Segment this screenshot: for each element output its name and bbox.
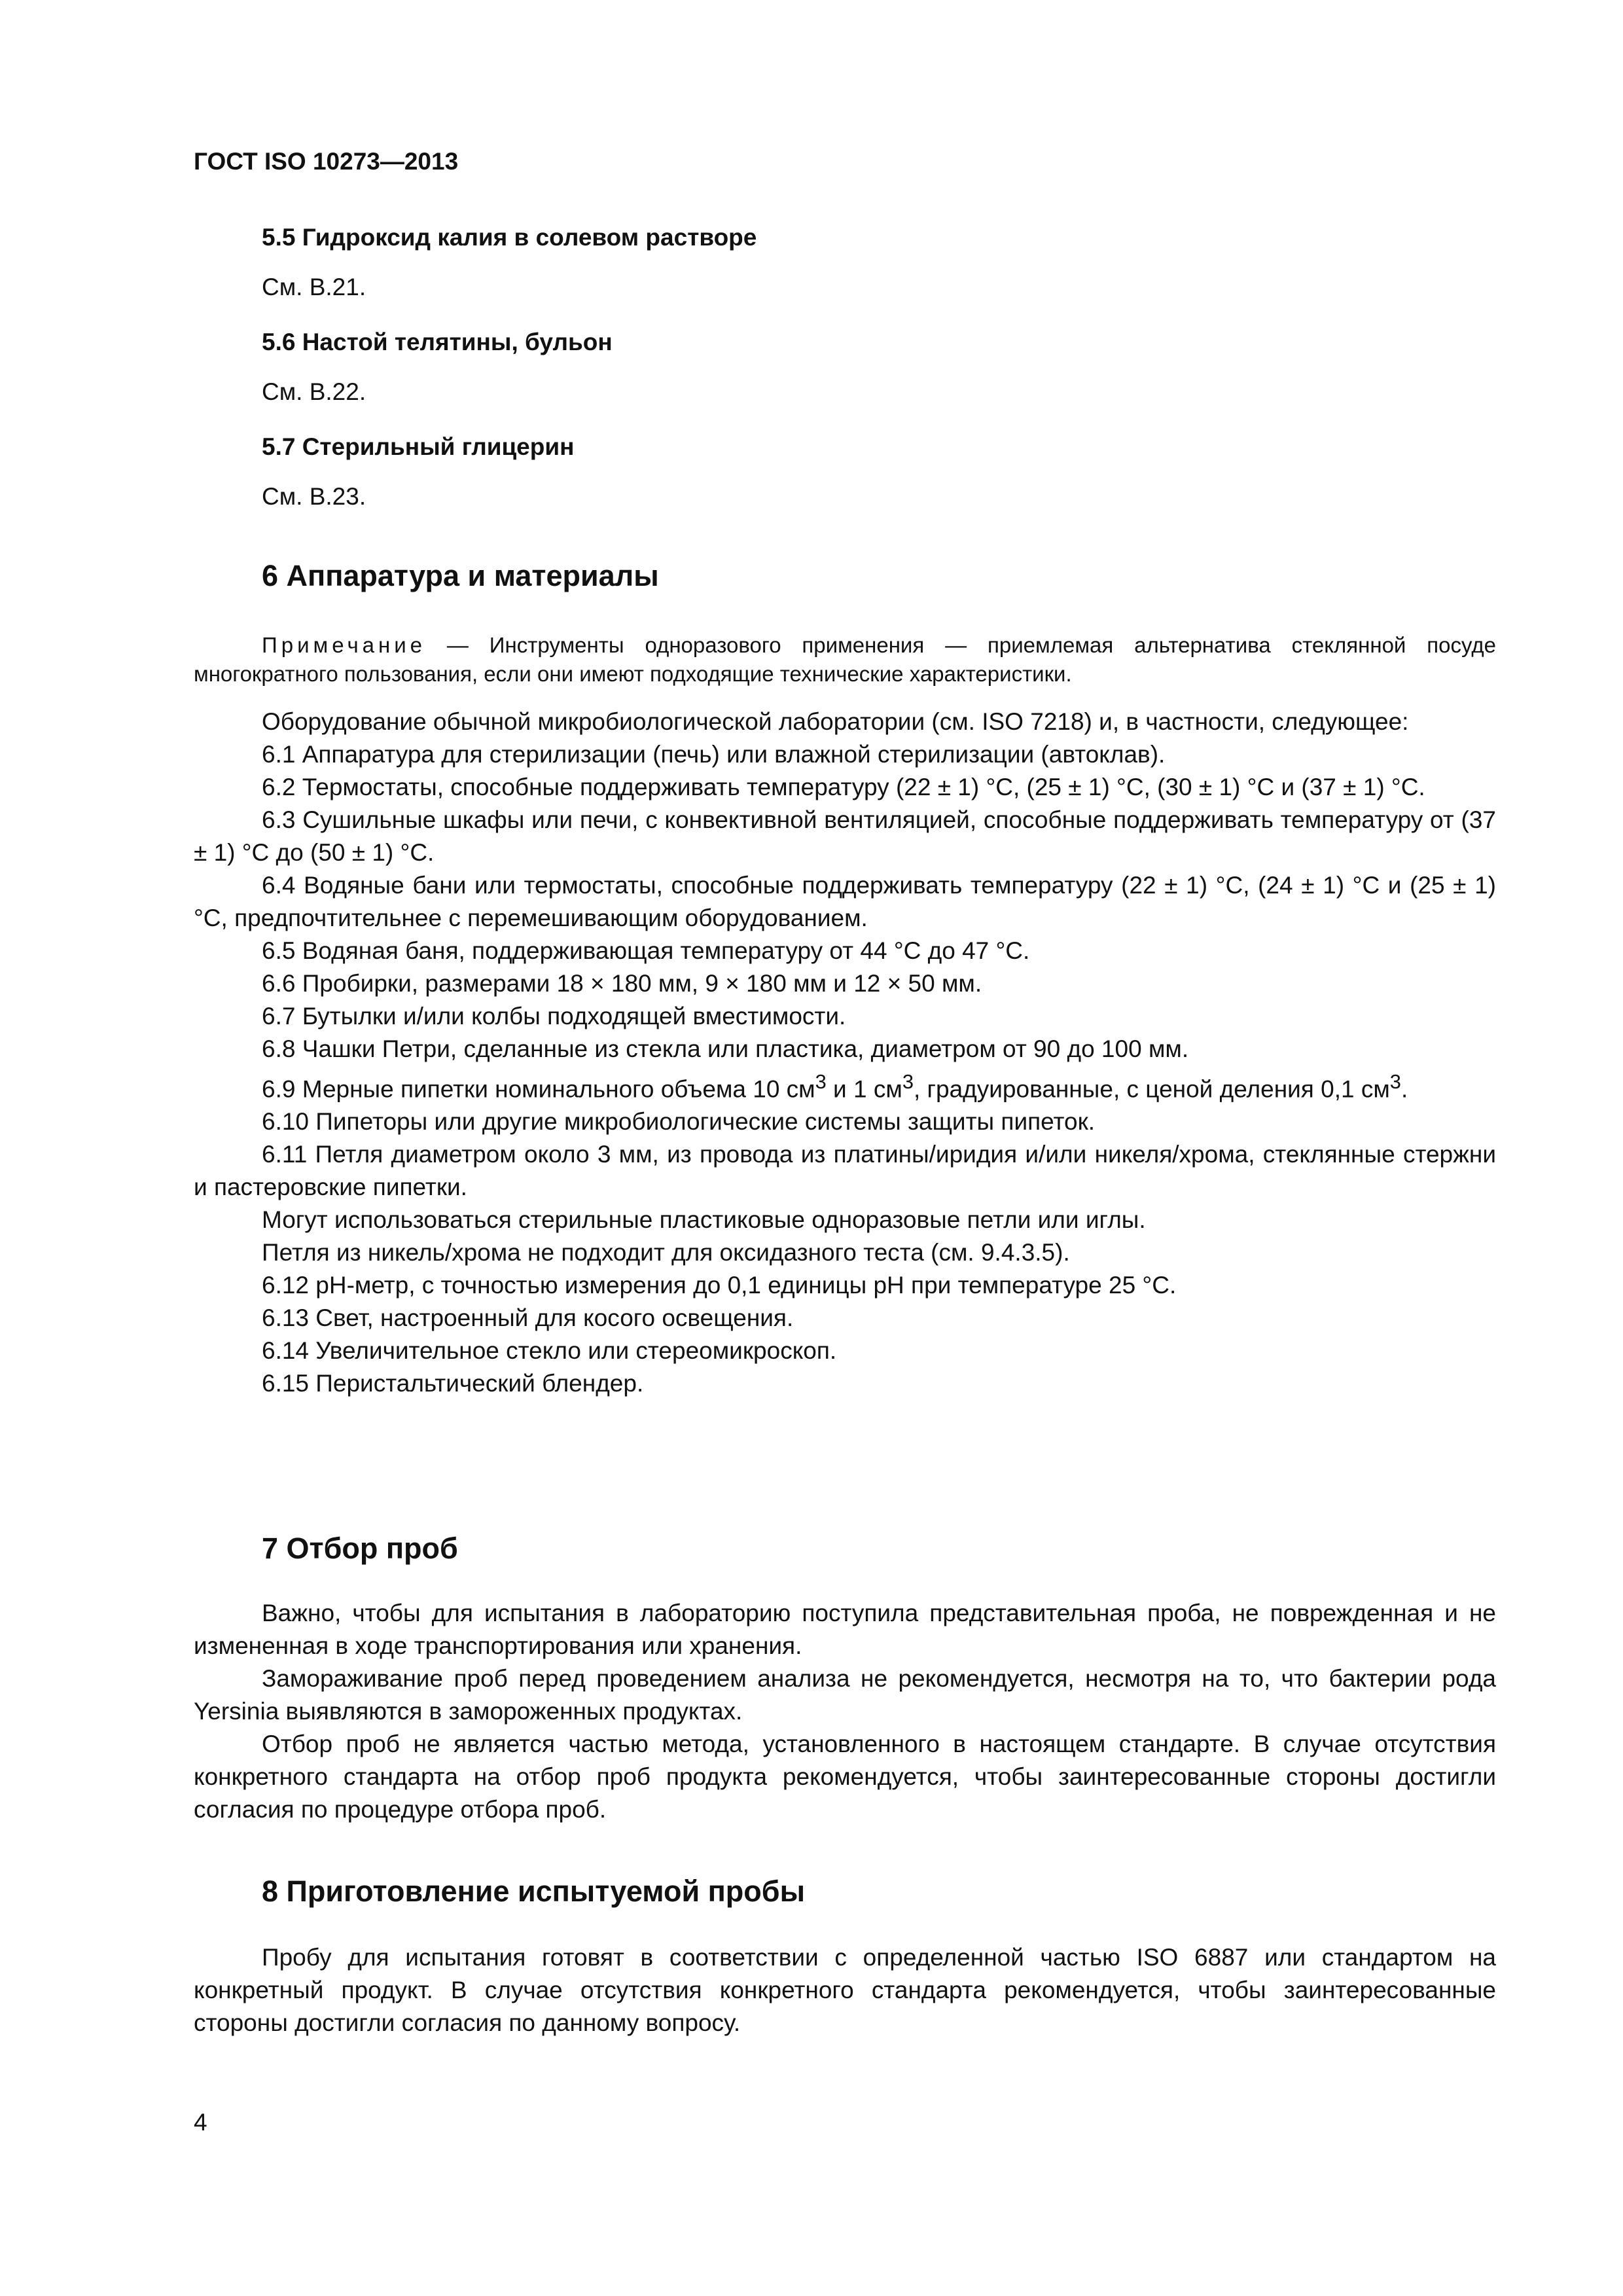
section-5-7 [194, 431, 1496, 463]
list-item: 6.11 Петля диаметром около 3 мм, из провода из платины/иридия и/или никеля/хрома, стеклянные стержни и пастеровские пипетки. [194, 1141, 1496, 1201]
note-text: — Инструменты одноразового применения — приемлемая альтернатива стеклянной посуде многократного пользования, если они имеют подходящие технические характеристики. [194, 633, 1496, 686]
list-item: 6.1 Аппаратура для стерилизации (печь) или влажной стерилизации (автоклав). [262, 741, 1166, 768]
list-item: Петля из никель/хрома не подходит для оксидазного теста (см. 9.4.3.5). [262, 1239, 1070, 1266]
paragraph: Отбор проб не является частью метода, установленного в настоящем стандарте. В случае отсутствия конкретного стандарта на отбор проб продукта рекомендуется, чтобы заинтересованные стороны достигли согласия по процедуре отбора проб. [194, 1731, 1496, 1823]
section-5-6 [194, 326, 1496, 359]
section-6-body [194, 706, 1496, 1400]
list-item: 6.14 Увеличительное стекло или стереомикроскоп. [262, 1337, 837, 1365]
section-5-6-title: 5.6 Настой телятины, бульон [262, 329, 613, 355]
list-item: 6.8 Чашки Петри, сделанные из стекла или пластика, диаметром от 90 до 100 мм. [262, 1035, 1189, 1062]
paragraph: Важно, чтобы для испытания в лабораторию поступила представительная проба, не поврежденная и не измененная в ходе транспортирования или хранения. [194, 1600, 1496, 1659]
list-item: 6.10 Пипеторы или другие микробиологические системы защиты пипеток. [262, 1108, 1096, 1136]
section-5-5-title: 5.5 Гидроксид калия в солевом растворе [262, 224, 757, 251]
paragraph: Пробу для испытания готовят в соответствии с определенной частью ISO 6887 или стандартом на конкретный продукт. В случае отсутствия конкретного стандарта рекомендуется, чтобы заинтересованные стороны достигли согласия по данному вопросу. [194, 1944, 1496, 2036]
section-5-5-text: См. В.21. [262, 274, 366, 300]
list-item: 6.5 Водяная баня, поддерживающая температуру от 44 °С до 47 °С. [262, 937, 1030, 964]
page-number: 4 [194, 2109, 207, 2136]
list-item: 6.2 Термостаты, способные поддерживать температуру (22 ± 1) °С, (25 ± 1) °С, (30 ± 1) °С и (37 ± 1) °С. [262, 774, 1425, 800]
section-7-heading: 7 Отбор проб [262, 1532, 458, 1565]
section-8-heading: 8 Приготовление испытуемой пробы [262, 1874, 805, 1908]
list-item: 6.4 Водяные бани или термостаты, способные поддерживать температуру (22 ± 1) °С, (24 ± 1) °С и (25 ± 1) °С, предпочтительнее с перемешивающим оборудованием. [194, 872, 1496, 931]
section-6-note [194, 631, 1496, 689]
section-5-7-text: См. В.23. [262, 483, 366, 510]
section-5-5 [194, 221, 1496, 254]
note-label: Примечание [262, 633, 427, 657]
list-item: 6.15 Перистальтический блендер. [262, 1370, 644, 1397]
list-item: 6.6 Пробирки, размерами 18 × 180 мм, 9 × 180 мм и 12 × 50 мм. [262, 970, 982, 997]
list-item: Могут использоваться стерильные пластиковые одноразовые петли или иглы. [262, 1206, 1146, 1234]
list-item: 6.3 Сушильные шкафы или печи, с конвективной вентиляцией, способные поддерживать температуру от (37 ± 1) °С до (50 ± 1) °С. [194, 806, 1496, 866]
list-item: 6.12 pH-метр, с точностью измерения до 0,1 единицы pH при температуре 25 °С. [262, 1272, 1177, 1299]
list-item-6-9: 6.9 Мерные пипетки номинального объема 10 $см^3$ и 1 $см^3$, градуированные, с ценой деления 0,1 $см^3$. [262, 1070, 1408, 1103]
section-5-5-body [194, 271, 1496, 304]
paragraph: Замораживание проб перед проведением анализа не рекомендуется, несмотря на то, что бактерии рода Yersinia выявляются в замороженных продуктах. [194, 1665, 1496, 1725]
section-7-body [194, 1597, 1496, 1826]
section-6-heading: 6 Аппаратура и материалы [262, 559, 659, 592]
document-header: ГОСТ ISO 10273—2013 [194, 148, 459, 175]
section-5-6-text: См. В.22. [262, 378, 366, 405]
section-6-intro: Оборудование обычной микробиологической лаборатории (см. ISO 7218) и, в частности, следующее: [262, 708, 1409, 735]
list-item: 6.13 Свет, настроенный для косого освещения. [262, 1304, 794, 1332]
section-8-body [194, 1941, 1496, 2039]
section-5-7-body [194, 480, 1496, 513]
section-5-6-body [194, 376, 1496, 408]
section-5-7-title: 5.7 Стерильный глицерин [262, 433, 575, 460]
list-item: 6.7 Бутылки и/или колбы подходящей вместимости. [262, 1003, 846, 1030]
